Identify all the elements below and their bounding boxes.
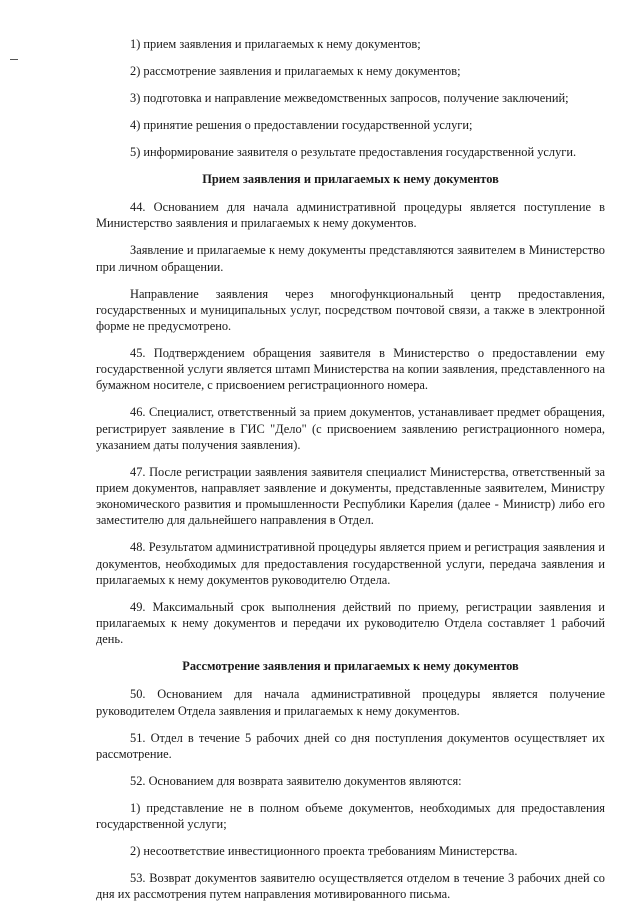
paragraph-46: 46. Специалист, ответственный за прием документов, устанавливает предмет обращения, регистрирует заявление в ГИС "Дело" (с присвоением заявлению регистрационного номера, указанием даты получения заявления). <box>96 405 605 452</box>
paragraph-52-item-2: 2) несоответствие инвестиционного проекта требованиям Министерства. <box>130 844 518 859</box>
paragraph-44: 44. Основанием для начала административной процедуры является поступление в Министерство заявления и прилагаемых к нему документов. <box>96 200 605 231</box>
section-heading-review: Рассмотрение заявления и прилагаемых к нему документов <box>182 659 519 674</box>
margin-mark <box>10 59 18 60</box>
paragraph-53: 53. Возврат документов заявителю осуществляется отделом в течение 3 рабочих дней со дня их рассмотрения путем направления мотивированного письма. <box>96 871 605 902</box>
paragraph-49: 49. Максимальный срок выполнения действий по приему, регистрации заявления и прилагаемых к нему документов и передачи их руководителю Отдела составляет 1 рабочий день. <box>96 599 605 647</box>
paragraph-51: 51. Отдел в течение 5 рабочих дней со дня поступления документов осуществляет их рассмотрение. <box>96 730 605 761</box>
paragraph-52: 52. Основанием для возврата заявителю документов являются: <box>130 773 462 788</box>
paragraph-48: 48. Результатом административной процедуры является прием и регистрация заявления и документов, необходимых для предоставления государственной услуги, передача заявления и прилагаемых к нему документов руководителю Отдела. <box>96 540 605 587</box>
paragraph-45: 45. Подтверждением обращения заявителя в Министерство о предоставлении ему государственной услуги является штамп Министерства на копии заявления, представленного на бумажном носителе, с присвоением регистрационного номера. <box>96 346 605 393</box>
paragraph-channels: Направление заявления через многофункциональный центр предоставления, государственных и муниципальных услуг, посредством почтовой связи, а также в электронной форме не предусмотрено. <box>96 286 605 334</box>
list-item: 1) прием заявления и прилагаемых к нему документов; <box>130 37 421 51</box>
paragraph-52-item-1: 1) представление не в полном объеме документов, необходимых для предоставления государственной услуги; <box>96 800 605 832</box>
paragraph-50: 50. Основанием для начала административной процедуры является получение руководителем Отдела заявления и прилагаемых к нему документов. <box>96 687 605 718</box>
document-body <box>96 36 605 913</box>
paragraph-submission: Заявление и прилагаемые к нему документы представляются заявителем в Министерство при личном обращении. <box>96 243 605 274</box>
list-item: 3) подготовка и направление межведомственных запросов, получение заключений; <box>130 91 569 105</box>
list-item: 4) принятие решения о предоставлении государственной услуги; <box>130 118 473 132</box>
paragraph-47: 47. После регистрации заявления заявителя специалист Министерства, ответственный за прием документов, направляет заявление и документы, представленные заявителем, Министру экономического развития и промышленности Республики Карелия (далее - Министр) либо его заместителю для дальнейшего направления в Отдел. <box>96 464 605 528</box>
list-item: 5) информирование заявителя о результате предоставления государственной услуги. <box>130 145 577 159</box>
list-item: 2) рассмотрение заявления и прилагаемых к нему документов; <box>130 64 461 78</box>
section-heading-reception: Прием заявления и прилагаемых к нему документов <box>202 172 499 186</box>
